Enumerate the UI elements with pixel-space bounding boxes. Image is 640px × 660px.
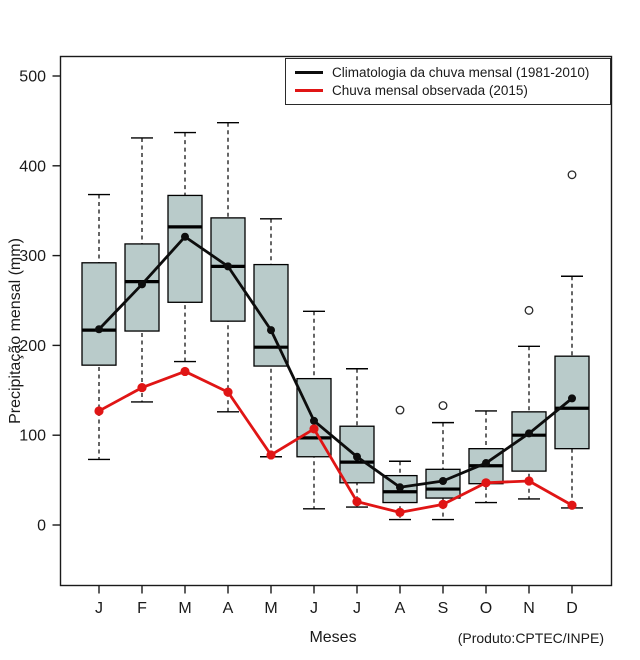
series-point-1-6 <box>352 497 361 506</box>
x-tick-label: M <box>264 600 278 617</box>
observed-line-swatch <box>295 89 323 92</box>
x-tick-label: M <box>178 600 192 617</box>
series-point-0-9 <box>482 459 490 467</box>
series-point-0-8 <box>439 477 447 485</box>
series-line-1 <box>99 371 572 512</box>
x-tick-label: D <box>566 600 578 617</box>
y-tick-label: 200 <box>19 337 46 355</box>
series-point-0-6 <box>353 453 361 461</box>
y-tick-label: 400 <box>19 158 46 176</box>
series-point-0-11 <box>568 394 576 402</box>
series-point-1-0 <box>94 406 103 415</box>
series-point-1-1 <box>137 383 146 392</box>
climatology-line-swatch <box>295 71 323 74</box>
x-tick-label: J <box>95 600 103 617</box>
legend-item-observed <box>295 83 610 98</box>
outlier-point <box>525 307 533 315</box>
series-point-1-10 <box>524 476 533 485</box>
credit-text: (Produto:CPTEC/INPE) <box>457 630 604 646</box>
box-0 <box>82 263 116 365</box>
x-tick-label: A <box>394 600 406 617</box>
outlier-point <box>396 406 404 414</box>
x-tick-label: A <box>222 600 234 617</box>
box-11 <box>555 356 589 448</box>
outlier-point <box>568 171 576 179</box>
series-point-0-0 <box>95 325 103 333</box>
y-axis-title: Precipitação mensal (mm) <box>7 238 24 424</box>
y-tick-label: 0 <box>37 517 46 535</box>
series-point-0-1 <box>138 280 146 288</box>
x-tick-label: S <box>437 600 449 617</box>
series-point-1-5 <box>309 424 318 433</box>
series-point-1-9 <box>481 478 490 487</box>
y-tick-label: 100 <box>19 427 46 445</box>
x-tick-label: F <box>137 600 147 617</box>
series-point-0-3 <box>224 262 232 270</box>
legend-label-observed: Chuva mensal observada (2015) <box>332 83 528 98</box>
x-tick-label: J <box>310 600 318 617</box>
series-point-0-10 <box>525 429 533 437</box>
x-tick-label: J <box>353 600 361 617</box>
legend-item-climatology <box>295 65 610 80</box>
legend-label-climatology: Climatologia da chuva mensal (1981-2010) <box>332 65 590 80</box>
x-tick-label: O <box>479 600 493 617</box>
series-point-0-4 <box>267 326 275 334</box>
series-point-1-2 <box>180 367 189 376</box>
y-tick-label: 500 <box>19 68 46 86</box>
series-point-1-11 <box>567 501 576 510</box>
series-point-1-3 <box>223 387 232 396</box>
series-point-0-7 <box>396 483 404 491</box>
x-tick-label: N <box>523 600 535 617</box>
legend-box <box>285 58 611 105</box>
series-point-1-7 <box>395 508 404 517</box>
series-point-0-2 <box>181 233 189 241</box>
x-axis-title: Meses <box>309 629 357 646</box>
y-tick-label: 300 <box>19 248 46 266</box>
series-point-1-8 <box>438 500 447 509</box>
outlier-point <box>439 402 447 410</box>
series-point-0-5 <box>310 417 318 425</box>
box-4 <box>254 265 288 366</box>
series-point-1-4 <box>266 450 275 459</box>
